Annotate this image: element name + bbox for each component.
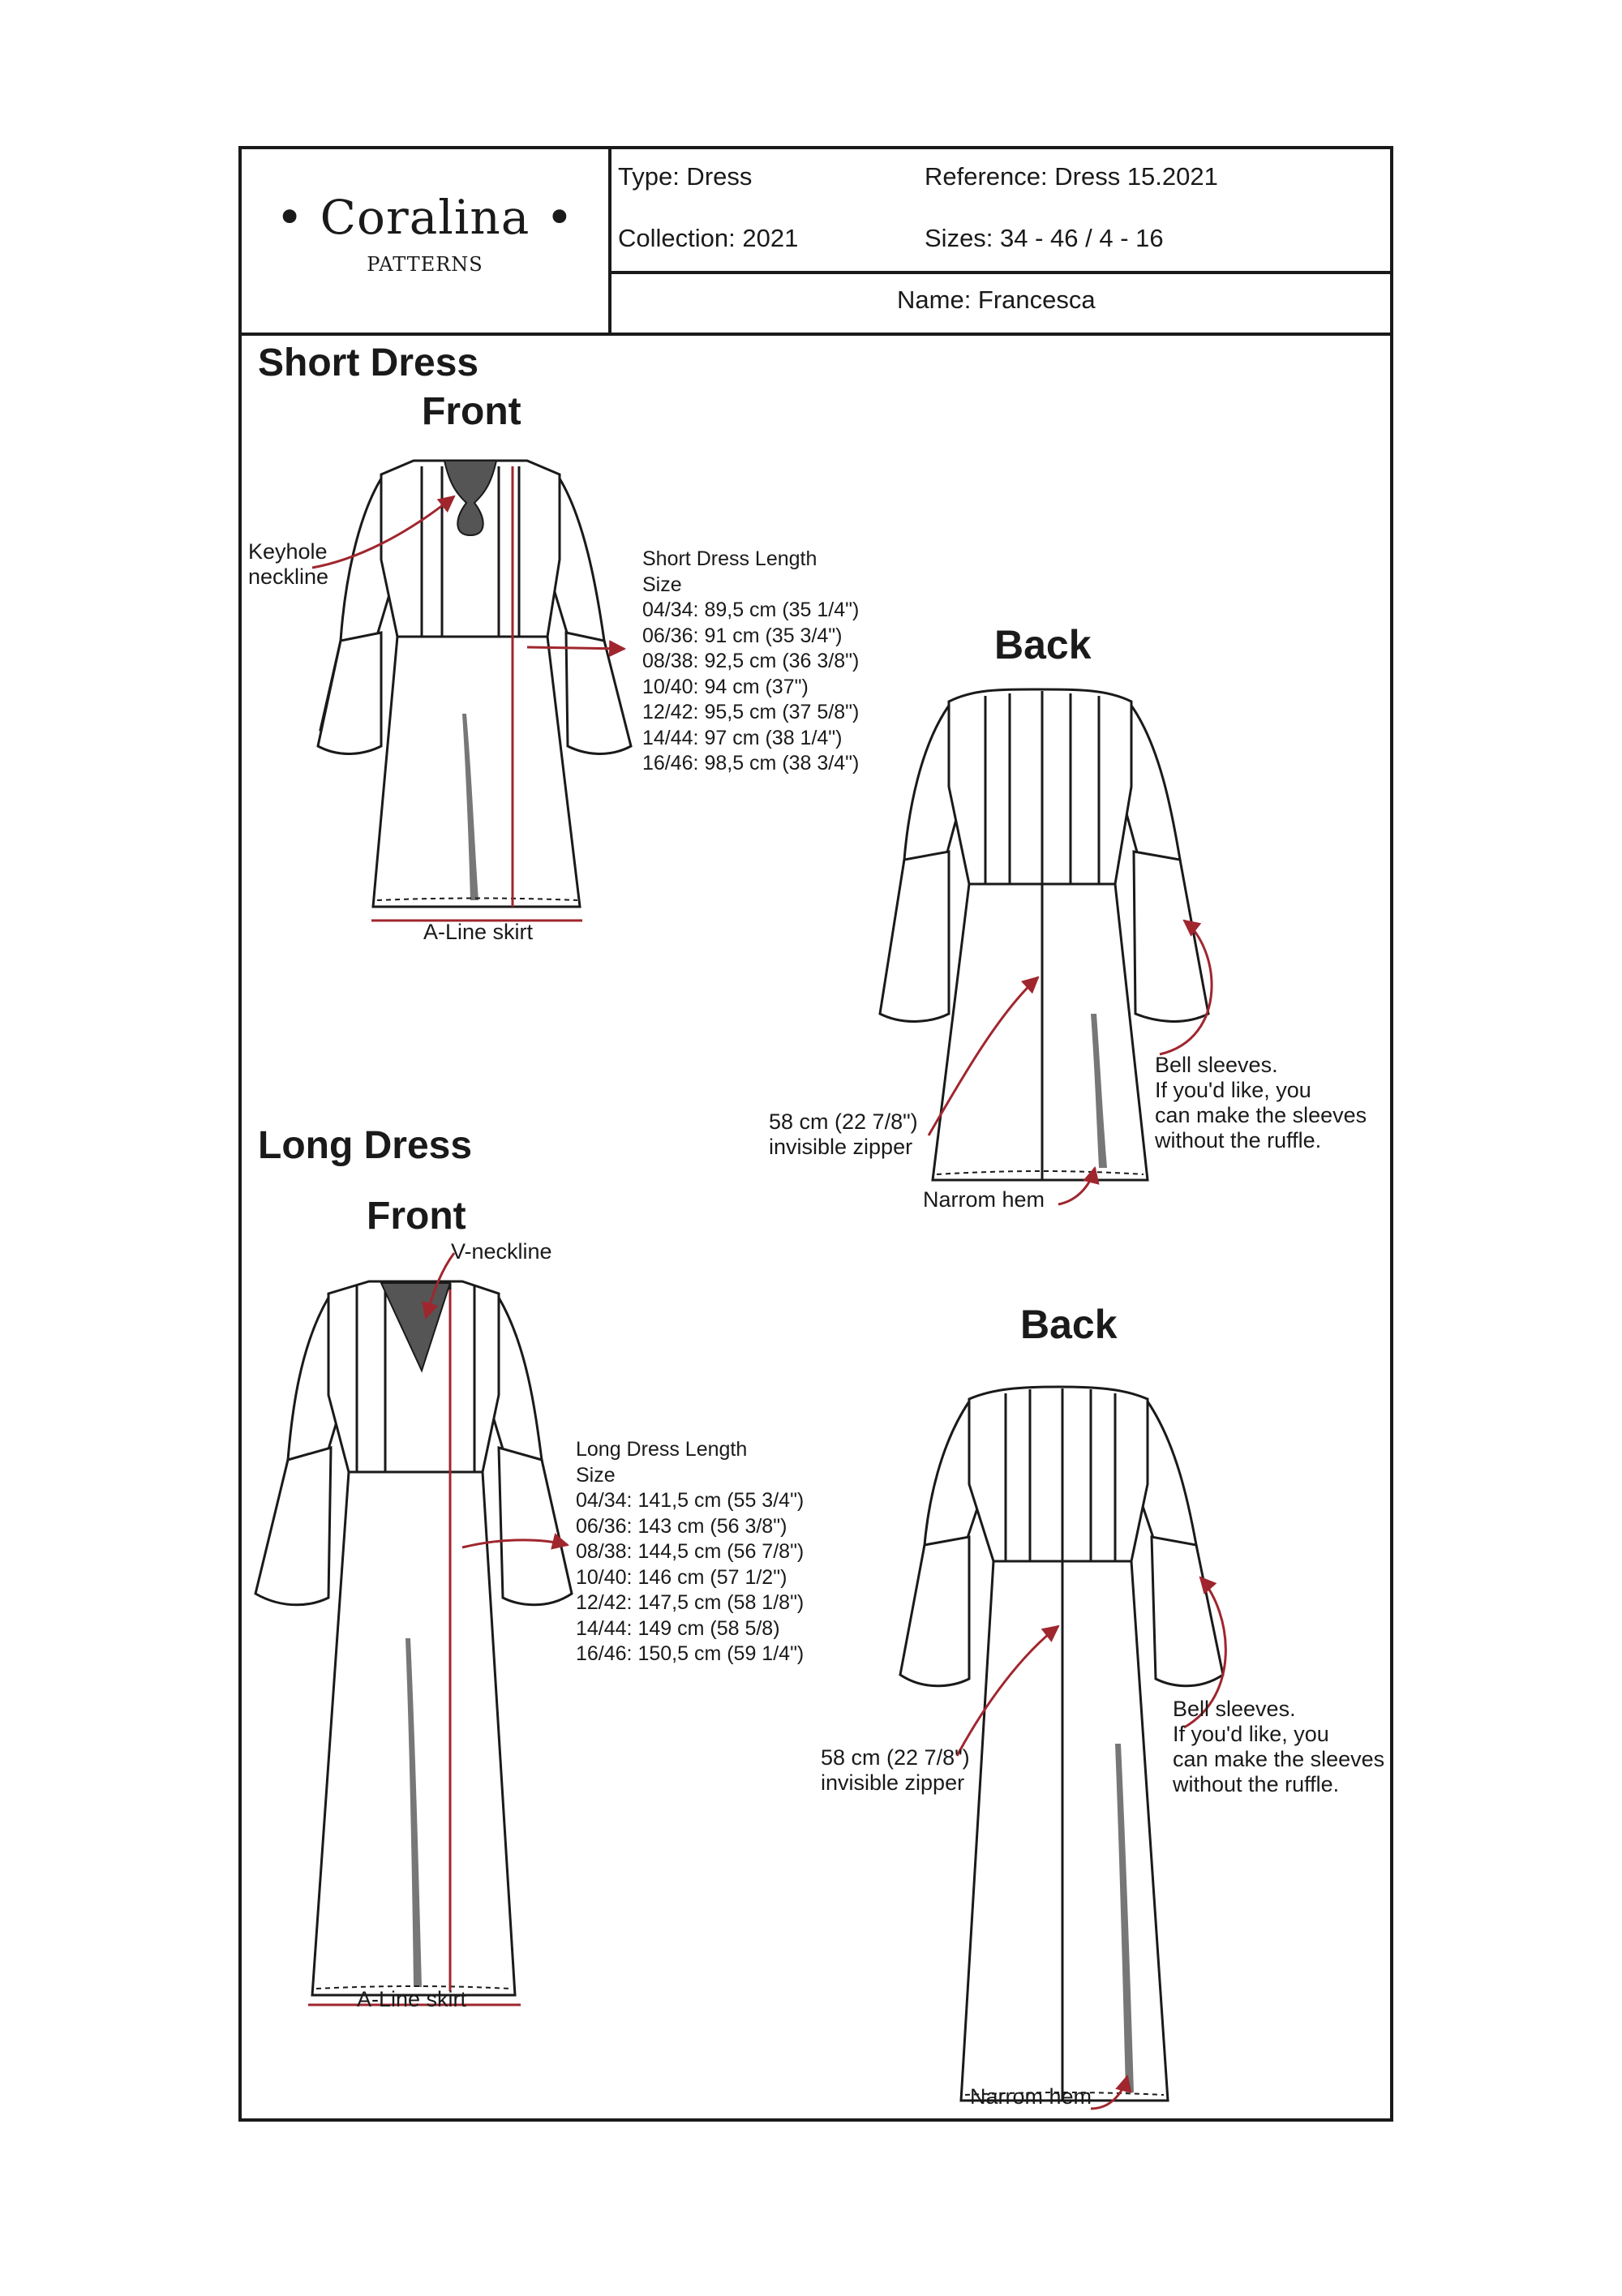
bodice: [949, 689, 1131, 884]
short-skirt-label: A-Line skirt: [423, 920, 534, 944]
skirt: [933, 884, 1148, 1180]
sizes-field: Sizes: 34 - 46 / 4 - 16: [925, 224, 1164, 252]
long-zipper-label: 58 cm (22 7/8") invisible zipper: [821, 1745, 970, 1795]
short-zipper-label: 58 cm (22 7/8") invisible zipper: [769, 1109, 918, 1159]
long-length-spec: Long Dress Length Size 04/34: 141,5 cm (55 3/4") 06/36: 143 cm (56 3/8") 08/38: 144,5 cm (56 7/8") 10/40: 146 cm (57 1/2") 12/42: 147,5 cm (58 1/8") 14/44: 149 cm (58 5/8) 16/46: 150,5 cm (59 1/4"): [576, 1438, 805, 1665]
short-front-title: Front: [422, 390, 521, 433]
left-bell-ruffle: [900, 1537, 969, 1686]
long-back-title: Back: [1020, 1302, 1118, 1347]
name-field: Name: Francesca: [897, 285, 1096, 314]
long-hem-label: Narrom hem: [970, 2084, 1092, 2109]
right-bell-ruffle: [499, 1448, 572, 1605]
left-bell-ruffle: [880, 852, 949, 1021]
right-bell-ruffle: [566, 633, 631, 753]
v-neckline-label: V-neckline: [451, 1239, 552, 1264]
brand-name: • Coralina •: [276, 190, 574, 245]
collection-field: Collection: 2021: [618, 224, 799, 252]
left-bell-ruffle: [318, 633, 381, 753]
bodice: [969, 1387, 1148, 1561]
brand-subtitle: PATTERNS: [367, 253, 483, 276]
short-back-title: Back: [994, 622, 1092, 667]
reference-field: Reference: Dress 15.2021: [925, 162, 1218, 191]
right-bell-ruffle: [1152, 1537, 1223, 1686]
left-bell-ruffle: [255, 1448, 331, 1605]
short-sleeve-label: Bell sleeves. If you'd like, you can make the sleeves without the ruffle.: [1155, 1053, 1367, 1152]
length-arrow: [527, 647, 624, 649]
keyhole-label: Keyhole neckline: [248, 539, 329, 589]
long-sleeve-label: Bell sleeves. If you'd like, you can make the sleeves without the ruffle.: [1173, 1697, 1385, 1796]
type-field: Type: Dress: [618, 162, 753, 191]
short-dress-title: Short Dress: [258, 341, 479, 384]
short-length-spec: Short Dress Length Size 04/34: 89,5 cm (35 1/4") 06/36: 91 cm (35 3/4") 08/38: 92,5 cm (36 3/8") 10/40: 94 cm (37") 12/42: 95,5 cm (37 5/8") 14/44: 97 cm (38 1/4") 16/46: 98,5 cm (38 3/4"): [642, 547, 860, 775]
short-hem-label: Narrom hem: [923, 1187, 1045, 1212]
long-dress-title: Long Dress: [258, 1124, 473, 1167]
a-line-skirt: [373, 637, 580, 907]
maxi-skirt: [961, 1561, 1168, 2101]
long-skirt-label: A-Line skirt: [357, 1987, 467, 2011]
long-front-title: Front: [367, 1195, 466, 1238]
